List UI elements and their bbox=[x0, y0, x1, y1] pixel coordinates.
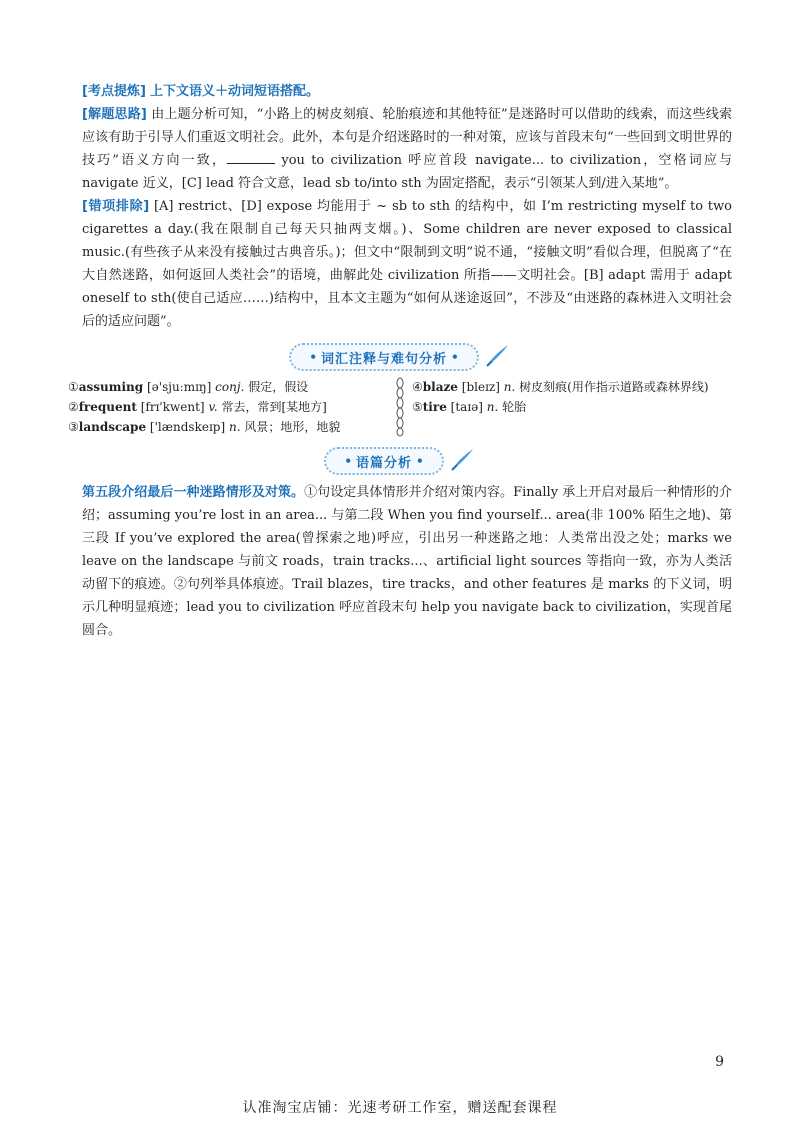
discourse-section-title: 语篇分析 bbox=[355, 455, 412, 471]
vocab-list bbox=[68, 377, 732, 437]
jieti-paragraph bbox=[68, 103, 732, 195]
jieti-text-after: you to civilization 呼应首段 navigate... to civilization，空格词应与 navigate 近义，[C] lead 符合文意，lead sb to/into sth 为固定搭配，表示“引领某人到/进入某地”。 bbox=[82, 153, 732, 191]
answer-blank bbox=[227, 151, 275, 164]
vocab-col-left bbox=[68, 377, 388, 437]
vocab-section-title: 词汇注释与难句分析 bbox=[320, 351, 447, 367]
cuoxiang-paragraph bbox=[68, 195, 732, 333]
brush-icon bbox=[485, 343, 511, 371]
vocab-item: ⑤tire [taɪə] n. 轮胎 bbox=[412, 400, 527, 414]
vocab-item: ③landscape ['lændskeɪp] n. 风景；地形，地貌 bbox=[68, 420, 341, 434]
cuoxiang-tag: [错项排除] bbox=[82, 199, 150, 214]
vocab-item: ④blaze [bleɪz] n. 树皮刻痕(用作指示道路或森林界线) bbox=[412, 380, 709, 394]
page-content bbox=[68, 80, 732, 642]
discourse-lead: 第五段介绍最后一种迷路情形及对策。 bbox=[82, 485, 305, 500]
kaodian-tag: [考点提炼] bbox=[82, 84, 146, 99]
discourse-paragraph bbox=[68, 481, 732, 642]
cuoxiang-text: [A] restrict、[D] expose 均能用于 ~ sb to sth 的结构中，如 I’m restricting myself to two cigarettes a day.(我在限制自己每天只抽两支烟。)、Some children are never exposed to classical music.(有些孩子从来没有接触过古典音乐。)；但文中“限制到文明”说不通，“接触文明”看似合理，但脱离了“在大自然迷路，如何返回人类社会”的语境，曲解此处 civilization 所指——文明社会。[B] adapt 需用于 adapt oneself to sth(使自己适应……)结构中，且本文主题为“如何从迷途返回”，不涉及“由迷路的森林进入文明社会后的适应问题”。 bbox=[82, 199, 732, 329]
kaodian-text: 上下文语义＋动词短语搭配。 bbox=[150, 84, 320, 99]
kaodian-paragraph bbox=[68, 80, 732, 103]
vocab-item: ①assuming [ə'sjuːmɪŋ] conj. 假定，假设 bbox=[68, 380, 309, 394]
discourse-banner-wrap bbox=[68, 447, 732, 475]
page-number: 9 bbox=[715, 1054, 724, 1070]
brush-icon bbox=[450, 447, 476, 475]
footer-note: 认准淘宝店铺：光速考研工作室，赠送配套课程 bbox=[242, 1100, 558, 1116]
vocab-item: ②frequent [frɪ'kwent] v. 常去，常到[某地方] bbox=[68, 400, 327, 414]
chain-divider-icon bbox=[388, 377, 412, 437]
vocab-banner: • 词汇注释与难句分析 • bbox=[289, 343, 478, 371]
jieti-text-before: 由上题分析可知，“小路上的树皮刻痕、轮胎痕迹和其他特征”是迷路时可以借助的线索，而这些线索应该有助于引导人们重返文明社会。此外，本句是介绍迷路时的一种对策，应该与首段末句“一些回到文明世界的技巧”语义方向一致， bbox=[82, 107, 732, 168]
vocab-col-right bbox=[412, 377, 732, 437]
discourse-text: ①句设定具体情形并介绍对策内容。Finally 承上开启对最后一种情形的介绍；assuming you’re lost in an area... 与第二段 When you find yourself... area(非 100% 陌生之地)、第三段 If you’ve explored the area(曾探索之地)呼应，引出另一种迷路之地：人类常出没之处；marks we leave on the landscape 与前文 roads，train tracks...、artificial light sources 等指向一致，亦为人类活动留下的痕迹。②句列举具体痕迹。Trail blazes，tire tracks，and other features 是 marks 的下义词，明示几种明显痕迹；lead you to civilization 呼应首段末句 help you navigate back to civilization，实现首尾圆合。 bbox=[82, 485, 732, 638]
vocab-banner-wrap bbox=[68, 343, 732, 371]
discourse-banner: • 语篇分析 • bbox=[324, 447, 443, 475]
jieti-tag: [解题思路] bbox=[82, 107, 147, 122]
